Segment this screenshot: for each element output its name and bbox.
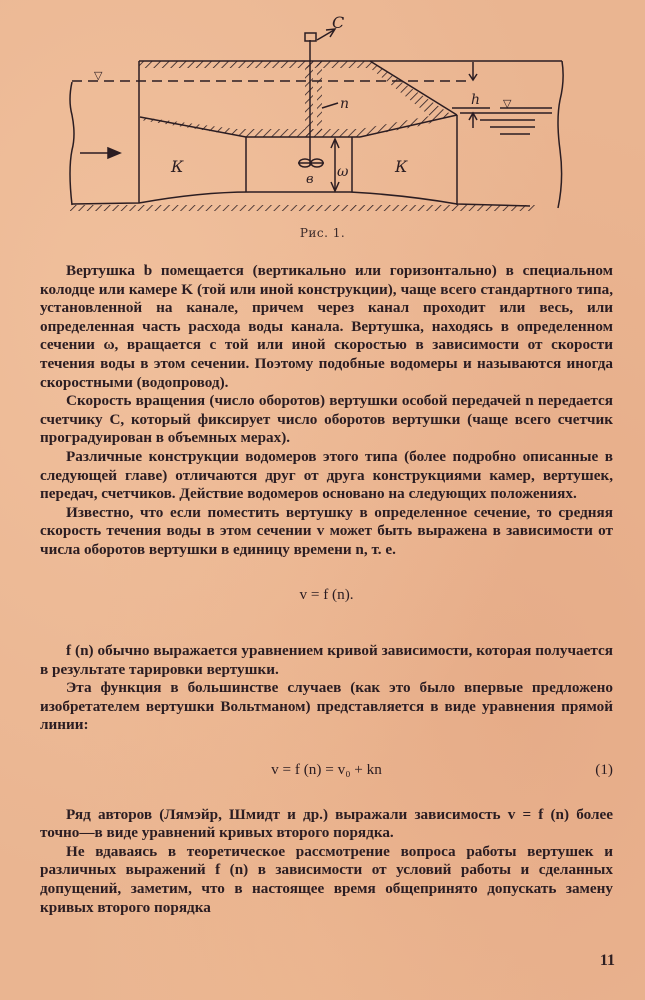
body-text bbox=[40, 262, 613, 917]
paragraph-7: Ряд авторов (Лямэйр, Шмидт и др.) выражали зависимость v = f (n) более точно—в виде уравнений кривых второго порядка. bbox=[40, 805, 613, 842]
formula-1-linear bbox=[40, 761, 613, 780]
label-head-h: h bbox=[471, 92, 481, 108]
page-number: 11 bbox=[599, 952, 615, 969]
label-chamber-right: К bbox=[395, 157, 408, 176]
label-section-omega: ω bbox=[337, 164, 349, 180]
equation-number: (1) bbox=[595, 761, 613, 779]
paragraph-5: f (n) обычно выражается уравнением кривой зависимости, которая получается в результате тарировки вертушки. bbox=[40, 642, 613, 678]
label-counter-c: С bbox=[332, 13, 345, 32]
paragraph-4: Известно, что если поместить вертушку в определенное сечение, то средняя скорость течения воды в этом сечении v может быть выражена в зависимости от числа оборотов вертушки в единицу времени n, т. е. bbox=[40, 503, 613, 558]
paragraph-3: Различные конструкции водомеров этого типа (более подробно описанные в следующей главе) отличаются друг от друга конструкциями камер, вертушек, передач, счетчиков. Действие водомеров основано на следующих положениях. bbox=[40, 447, 613, 503]
paragraph-2: Скорость вращения (число оборотов) вертушки особой передачей n передается счетчику C, который фиксирует число оборотов вертушки (чаще всего счетчик проградуирован в объемных мерах). bbox=[40, 392, 613, 447]
label-turbine-b: в bbox=[306, 172, 314, 187]
water-level-marker-upstream-icon: ▽ bbox=[94, 69, 103, 82]
paragraph-8: Не вдаваясь в теоретическое рассмотрение вопроса работы вертушек и различных выражений f (n) в зависимости от условий работы и сделанных допущений, заметим, что в настоящее время общепринято допускать замену кривых второго порядка bbox=[40, 842, 613, 916]
formula-v-equals-f-n bbox=[40, 586, 613, 605]
label-transmission-n: n bbox=[340, 96, 350, 112]
figure-caption: Рис. 1. bbox=[299, 226, 346, 240]
label-chamber-left: К bbox=[171, 157, 184, 176]
paragraph-1: Вертушка b помещается (вертикально или горизонтально) в специальном колодце или камере K (той или иной конструкции), чаще всего стандартного типа, установленной на канале, причем через канал проходит или весь, или определенная часть расхода воды канала. Вертушка, находясь в определенном сечении ω, вращается с той или иной скоростью в зависимости от скорости течения воды в этом сечении. Поэтому подобные водомеры и называются иногда скоростными (водопровод). bbox=[40, 262, 613, 391]
figure-water-meter-diagram bbox=[60, 0, 620, 230]
water-level-marker-downstream-icon: ▽ bbox=[503, 97, 512, 110]
channel-diagram bbox=[60, 0, 620, 230]
formula-text: v = f (n). bbox=[299, 585, 354, 603]
formula-text: v = f (n) = v₀ + kn bbox=[271, 761, 382, 779]
paragraph-6: Эта функция в большинстве случаев (как это было впервые предложено изобретателем вертушки Вольтманом) представляется в виде уравнения прямой линии: bbox=[40, 679, 613, 734]
